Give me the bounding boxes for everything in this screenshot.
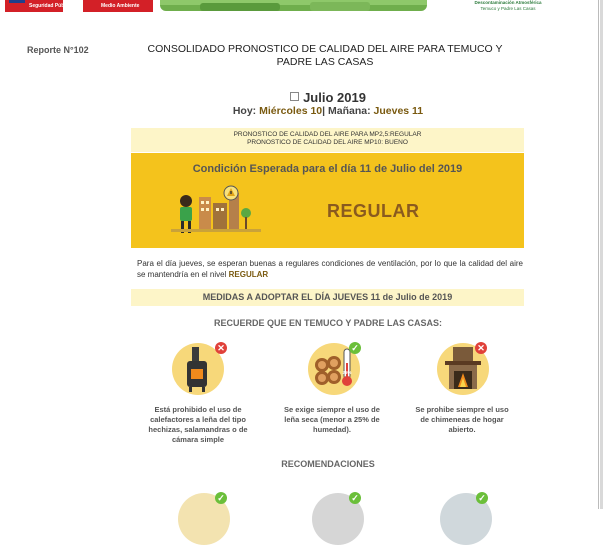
logo-right-label-1: Descontaminación Atmosférica — [474, 0, 542, 5]
tomorrow-value: Jueves 11 — [373, 105, 424, 117]
month-label: Julio 2019 — [303, 90, 366, 105]
report-number: Reporte N°102 — [27, 45, 89, 55]
month-heading — [0, 90, 603, 105]
report-title-line1: CONSOLIDADO PRONOSTICO DE CALIDAD DEL AIRE PARA TEMUCO Y — [147, 43, 503, 55]
prohibited-icon: ✕ — [475, 342, 487, 354]
recommendations-heading: RECOMENDACIONES — [281, 459, 375, 469]
condition-panel — [131, 153, 524, 248]
day-separator: | — [322, 105, 328, 117]
page-frame-line — [598, 0, 599, 509]
today-value: Miércoles 10 — [259, 105, 323, 117]
report-title-line2: PADRE LAS CASAS — [276, 56, 374, 68]
government-logo — [5, 0, 153, 12]
today-label: Hoy: — [232, 105, 260, 117]
measures-heading: MEDIDAS A ADOPTAR EL DÍA JUEVES 11 de Julio de 2019 — [131, 289, 524, 306]
paragraph-highlight: REGULAR — [228, 270, 269, 279]
paragraph-text: Para el día jueves, se esperan buenas a regulares condiciones de ventilación, por lo que la calidad del aire se mantendría en el nivel — [137, 259, 523, 279]
measure-caption-fireplace: Se prohibe siempre el uso de chimeneas de hogar abierto. — [415, 405, 509, 434]
logo-right-label-2: Temuco y Padre Las Casas — [480, 6, 536, 11]
remember-heading: RECUERDE QUE EN TEMUCO Y PADRE LAS CASAS: — [213, 318, 443, 328]
check-icon: ✓ — [349, 492, 361, 504]
tomorrow-label: Mañana: — [328, 105, 374, 117]
forecast-paragraph — [137, 258, 523, 280]
plan-logo — [470, 0, 546, 12]
calendar-icon — [290, 92, 299, 101]
forecast-box — [131, 128, 524, 152]
prohibited-icon: ✕ — [215, 342, 227, 354]
condition-title: Condición Esperada para el día 11 de Julio del 2019 — [192, 163, 463, 175]
measure-caption-stove: Está prohibido el uso de calefactores a leña del tipo hechizas, salamandras o de cámara simple — [148, 405, 248, 444]
person-city-warning-illustration — [171, 183, 261, 238]
check-icon: ✓ — [215, 492, 227, 504]
thermometer-label: 25% — [342, 370, 352, 375]
condition-level: REGULAR — [327, 201, 420, 221]
check-icon: ✓ — [476, 492, 488, 504]
day-line — [0, 105, 603, 117]
logo-left-label-1: Seguridad Pública — [29, 3, 73, 9]
forecast-mp10: PRONOSTICO DE CALIDAD DEL AIRE MP10: BUENO — [247, 139, 408, 146]
logo-left-label-2: Medio Ambiente — [101, 3, 140, 9]
forecast-mp25: PRONOSTICO DE CALIDAD DEL AIRE PARA MP2,5:REGULAR — [233, 131, 422, 138]
check-icon: ✓ — [349, 342, 361, 354]
header-banner-image — [160, 0, 427, 11]
report-title — [140, 43, 510, 69]
measure-caption-firewood: Se exige siempre el uso de leña seca (menor a 25% de humedad). — [284, 405, 380, 434]
